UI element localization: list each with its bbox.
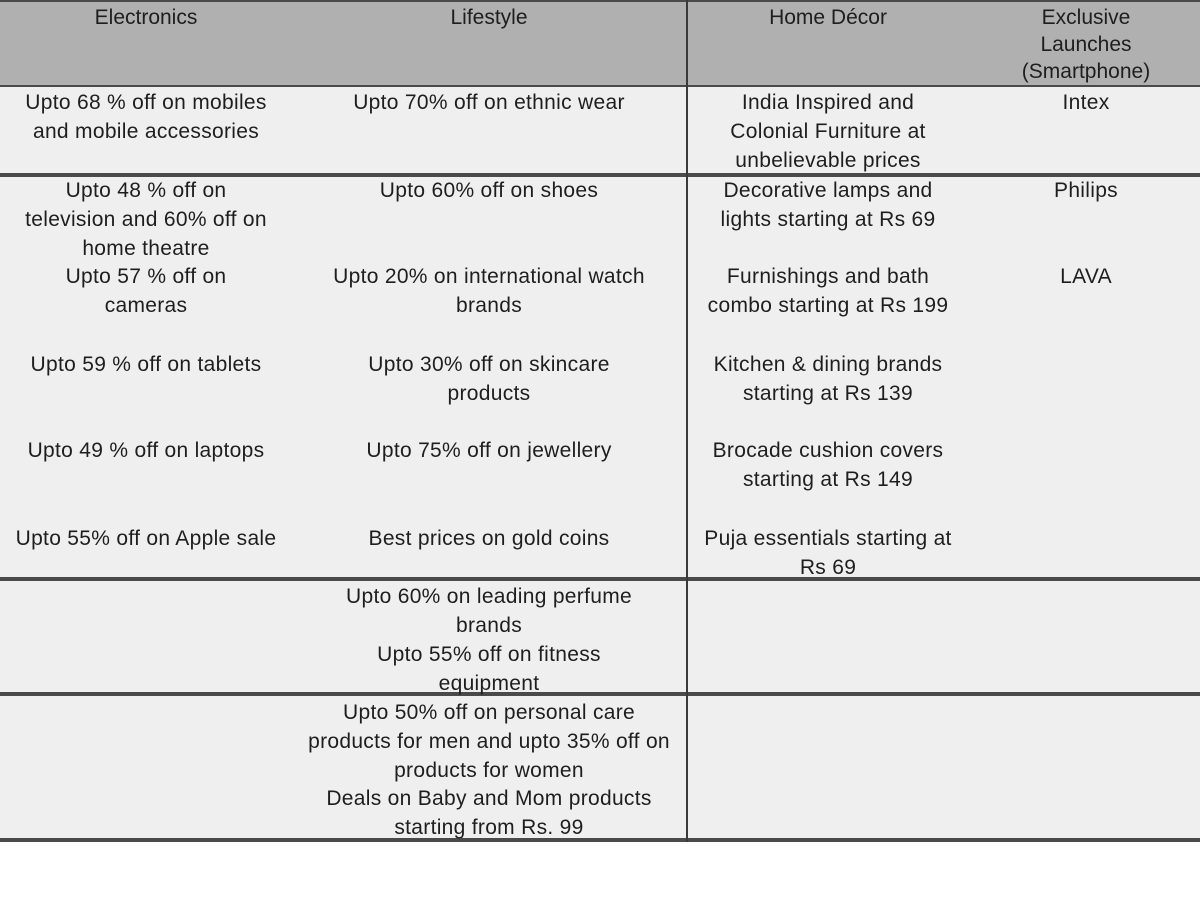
home-decor-offer: Brocade cushion covers starting at Rs 149 [712, 439, 944, 491]
home-decor-offer: Furnishings and bath combo starting at Rs 199 [707, 265, 949, 317]
lifestyle-offer: Upto 75% off on jewellery [366, 439, 612, 462]
home-decor-offer: India Inspired and Colonial Furniture at unbelievable prices [730, 91, 926, 172]
lifestyle-offer: Upto 20% on international watch brands [333, 265, 645, 317]
electronics-offer: Upto 49 % off on laptops [27, 439, 265, 462]
electronics-offer: Upto 48 % off on television and 60% off on home theatre [25, 179, 267, 260]
lifestyle-offer: Upto 60% on leading perfume brands [346, 585, 632, 637]
lifestyle-offer: Upto 55% off on fitness equipment [377, 643, 601, 695]
home-decor-offer: Kitchen & dining brands starting at Rs 139 [713, 353, 943, 405]
home-decor-offer: Puja essentials starting at Rs 69 [704, 527, 952, 579]
lifestyle-offer: Deals on Baby and Mom products starting from Rs. 99 [326, 787, 652, 839]
lifestyle-offer: Upto 60% off on shoes [379, 179, 599, 202]
home-decor-offer: Decorative lamps and lights starting at Rs 69 [720, 179, 936, 231]
header-lifestyle: Lifestyle [450, 6, 528, 29]
exclusive-launch-brand: LAVA [1060, 265, 1112, 288]
table-top-border [0, 0, 1200, 2]
electronics-offer: Upto 57 % off on cameras [65, 265, 227, 317]
exclusive-launch-brand: Philips [1054, 179, 1118, 202]
header-electronics: Electronics [94, 6, 198, 29]
column-divider [686, 0, 688, 842]
lifestyle-offer: Upto 70% off on ethnic wear [353, 91, 625, 114]
header-divider [0, 85, 1200, 87]
lifestyle-offer: Upto 30% off on skincare products [368, 353, 610, 405]
row-divider [0, 577, 1200, 581]
header-home-decor: Home Décor [769, 6, 887, 29]
lifestyle-offer: Upto 50% off on personal care products for men and upto 35% off on products for women [308, 701, 670, 782]
header-exclusive-launches: Exclusive Launches (Smartphone) [1021, 6, 1151, 83]
electronics-offer: Upto 68 % off on mobiles and mobile accessories [25, 91, 267, 143]
electronics-offer: Upto 59 % off on tablets [30, 353, 262, 376]
exclusive-launch-brand: Intex [1062, 91, 1110, 114]
lifestyle-offer: Best prices on gold coins [368, 527, 610, 550]
electronics-offer: Upto 55% off on Apple sale [15, 527, 277, 550]
